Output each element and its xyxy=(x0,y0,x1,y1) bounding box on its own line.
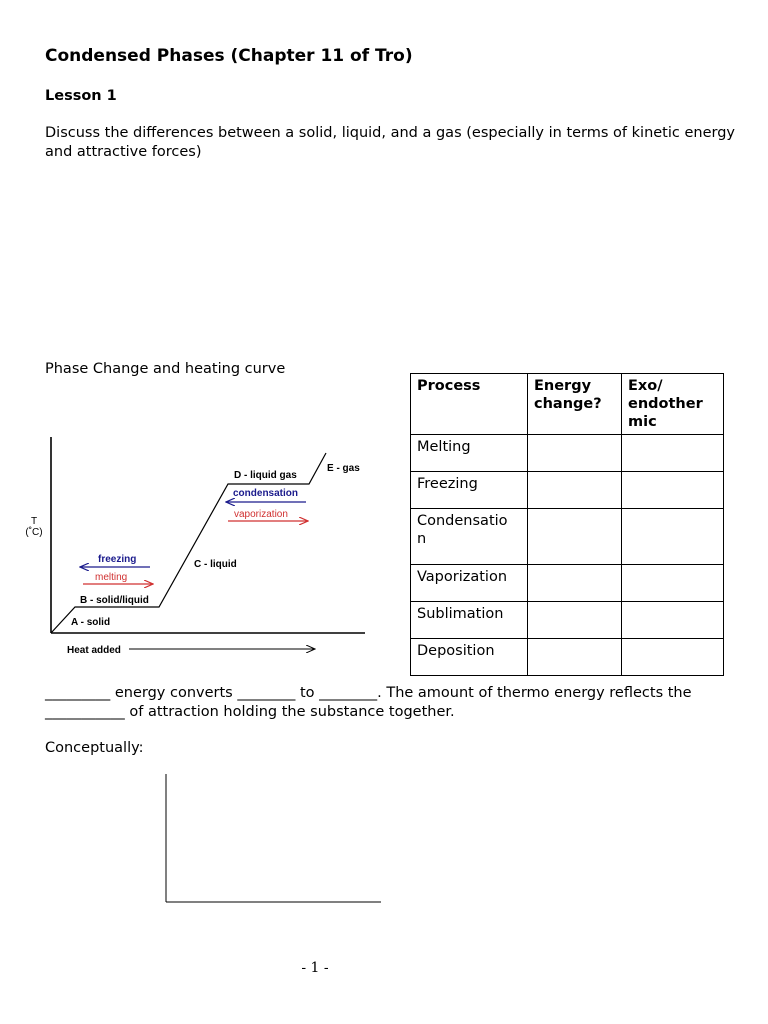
process-cell: Sublimation xyxy=(411,602,528,639)
segment-b-label: B - solid/liquid xyxy=(80,595,149,606)
segment-c-label: C - liquid xyxy=(194,559,237,570)
page-number: - 1 - xyxy=(301,960,329,976)
exo-endo-cell xyxy=(622,565,724,602)
conceptual-axes xyxy=(160,770,390,910)
table-row xyxy=(411,472,724,509)
exo-endo-cell xyxy=(622,509,724,565)
table-row xyxy=(411,639,724,676)
header-energy-change: Energy change? xyxy=(528,374,622,435)
lesson-heading: Lesson 1 xyxy=(45,88,117,104)
table-row xyxy=(411,435,724,472)
process-cell: Freezing xyxy=(411,472,528,509)
melting-label: melting xyxy=(95,572,128,583)
process-cell: Vaporization xyxy=(411,565,528,602)
energy-change-cell xyxy=(528,602,622,639)
y-axis-label-t: T xyxy=(30,516,38,527)
x-axis-label: Heat added xyxy=(67,645,121,656)
condensation-label: condensation xyxy=(233,488,299,499)
table-header-row xyxy=(411,374,724,435)
segment-e-label: E - gas xyxy=(327,463,360,474)
exo-endo-cell xyxy=(622,602,724,639)
energy-change-cell xyxy=(528,435,622,472)
freezing-label: freezing xyxy=(98,554,137,565)
process-cell: Melting xyxy=(411,435,528,472)
energy-change-cell xyxy=(528,509,622,565)
segment-a-label: A - solid xyxy=(71,617,111,628)
conceptually-label: Conceptually: xyxy=(45,740,144,756)
header-exo-endo: Exo/ endother mic xyxy=(622,374,724,435)
segment-d-label: D - liquid gas xyxy=(234,470,297,481)
table-row xyxy=(411,565,724,602)
exo-endo-cell xyxy=(622,639,724,676)
exo-endo-cell xyxy=(622,472,724,509)
heating-curve-diagram xyxy=(0,420,400,670)
page-title: Condensed Phases (Chapter 11 of Tro) xyxy=(45,46,413,66)
discussion-prompt: Discuss the differences between a solid, liquid, and a gas (especially in terms of kinetic energy and attractive forces) xyxy=(45,125,735,160)
phase-section-label: Phase Change and heating curve xyxy=(45,361,286,377)
process-cell: Deposition xyxy=(411,639,528,676)
process-table xyxy=(410,373,724,676)
vaporization-label: vaporization xyxy=(234,509,288,520)
table-row xyxy=(411,509,724,565)
table-row xyxy=(411,602,724,639)
energy-change-cell xyxy=(528,639,622,676)
energy-change-cell xyxy=(528,472,622,509)
exo-endo-cell xyxy=(622,435,724,472)
y-axis-label-unit: (˚C) xyxy=(25,527,43,538)
fill-in-sentence: _________ energy converts ________ to ________. The amount of thermo energy reflects the ___________ of attraction holding the substance together. xyxy=(45,685,692,720)
header-process: Process xyxy=(411,374,528,435)
process-cell: Condensatio n xyxy=(411,509,528,565)
energy-change-cell xyxy=(528,565,622,602)
